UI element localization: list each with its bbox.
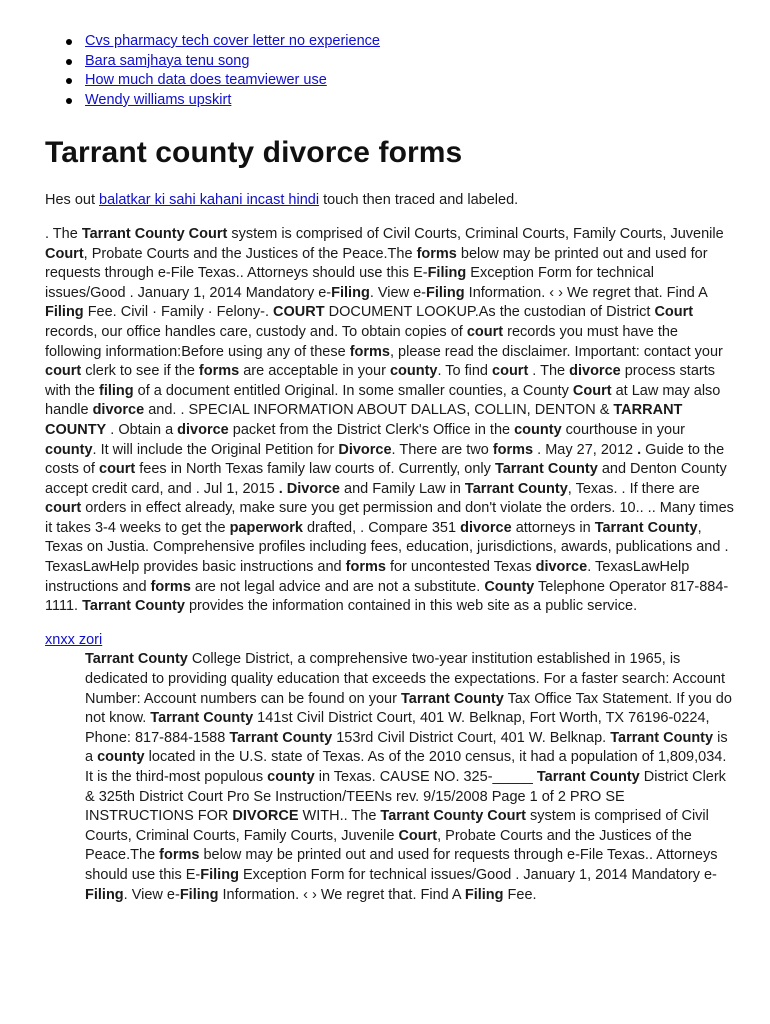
list-item xyxy=(85,32,735,52)
text-run: are acceptable in your xyxy=(239,363,390,380)
bold-term: court xyxy=(45,363,82,380)
related-links-list xyxy=(45,32,735,110)
bold-term: Tarrant County xyxy=(494,461,598,478)
bold-term: Tarrant County xyxy=(610,729,714,746)
bold-term: divorce xyxy=(177,421,229,438)
lead-text-before: Hes out xyxy=(45,192,99,209)
bold-term: Tarrant County xyxy=(536,769,640,785)
text-run: attorneys in xyxy=(511,519,595,536)
bold-term: divorce xyxy=(535,559,588,576)
section-2 xyxy=(45,631,735,905)
bold-term: Tarrant County Court xyxy=(81,225,228,242)
text-run: and. . SPECIAL INFORMATION ABOUT DALLAS, COLLIN, DENTON & xyxy=(144,402,614,419)
text-run: system is comprised of Civil Courts, Criminal Courts, Family Courts, Juvenile xyxy=(85,808,709,844)
bold-term: Court xyxy=(45,245,84,262)
bold-term: Tarrant County xyxy=(82,598,185,615)
bold-term: county xyxy=(45,441,93,458)
bold-term: Filing xyxy=(179,886,219,903)
bold-term: DIVORCE xyxy=(232,808,299,825)
bold-term: forms xyxy=(416,245,457,262)
list-item xyxy=(85,71,735,91)
text-run: process starts with the xyxy=(45,363,715,399)
text-run: Guide to the costs of xyxy=(45,441,725,478)
text-run: below may be printed out and used for requests through e-File Texas.. Attorneys should use this E- xyxy=(85,847,718,883)
text-run: . TexasLawHelp instructions and xyxy=(45,559,690,595)
text-run: Telephone Operator 817-884-1111. xyxy=(45,578,729,615)
lead-text-after: touch then traced and labeled. xyxy=(319,192,519,209)
bold-term: court xyxy=(45,500,82,517)
text-run: and Denton County accept credit card, and . Jul 1, 2015 xyxy=(45,461,727,497)
bold-term: Filing xyxy=(45,304,84,321)
text-run: clerk to see if the xyxy=(81,363,199,380)
bold-term: Filing xyxy=(331,284,370,301)
text-run: College District, a comprehensive two-year institution established in 1965, is dedicated to providing quality education that exceeds the expectations. For a faster search: Account Number: Account numbers can be found on your xyxy=(85,651,726,707)
page-title: Tarrant county divorce forms xyxy=(45,136,463,170)
bold-term: forms xyxy=(492,441,534,458)
lead-link[interactable]: balatkar ki sahi kahani incast hindi xyxy=(99,192,320,209)
bold-term: . xyxy=(637,441,642,458)
related-link[interactable]: Cvs pharmacy tech cover letter no experience xyxy=(85,33,380,49)
bold-term: county xyxy=(267,769,315,785)
bold-term: Filing xyxy=(85,886,124,903)
text-run: for uncontested Texas xyxy=(385,559,536,576)
bold-term: Tarrant County xyxy=(464,480,568,497)
text-run: . Obtain a xyxy=(106,421,178,438)
body-paragraph-2 xyxy=(85,650,735,905)
bold-term: county xyxy=(389,363,438,380)
text-run: District Clerk & 325th District Court Pro Se Instruction/TEENs rev. 9/15/2008 Page 1 of 2 PRO SE INSTRUCTIONS FOR xyxy=(85,769,726,825)
text-run: is a xyxy=(85,729,728,766)
list-item xyxy=(85,91,735,111)
bold-term: divorce xyxy=(92,402,145,419)
section-link[interactable]: xnxx zori xyxy=(45,631,103,648)
text-run: . To find xyxy=(437,363,493,380)
bold-term: Filing xyxy=(200,866,239,883)
text-run: records, our office handles care, custody and. To obtain copies of xyxy=(45,323,467,340)
bold-term: Tarrant County xyxy=(150,710,254,727)
text-run: courthouse in your xyxy=(561,421,685,438)
bold-term: Filing xyxy=(464,886,504,903)
text-run: . May 27, 2012 xyxy=(533,441,638,458)
related-link[interactable]: Bara samjhaya tenu song xyxy=(85,52,250,69)
text-run: provides the information contained in this web site as a public service. xyxy=(184,598,638,615)
bold-term: court xyxy=(492,363,529,380)
bold-term: county xyxy=(514,421,562,438)
bold-term: Court xyxy=(572,382,612,399)
list-item xyxy=(85,52,735,72)
text-run: 141st Civil District Court, 401 W. Belknap, Fort Worth, TX 76196-0224, Phone: 817-884-1588 xyxy=(85,710,710,746)
text-run: DOCUMENT LOOKUP.As the custodian of District xyxy=(324,304,655,321)
text-run: , Probate Courts and the Justices of the Peace.The xyxy=(85,827,692,864)
text-run: drafted, . Compare 351 xyxy=(302,519,461,536)
text-run: at Law may also handle xyxy=(45,382,721,419)
text-run: below may be printed out and used for requests through e-File Texas.. Attorneys should use this E- xyxy=(45,245,708,282)
bold-term: COURT xyxy=(273,304,325,321)
bold-term: divorce xyxy=(569,363,621,380)
text-run: Exception Form for technical issues/Good . January 1, 2014 Mandatory e- xyxy=(45,265,655,301)
text-run: . The xyxy=(528,363,570,380)
document-page xyxy=(45,32,735,905)
text-run: . View e- xyxy=(123,886,180,903)
bold-term: Tarrant County xyxy=(85,651,188,668)
text-run: and Family Law in xyxy=(340,480,465,497)
text-run: Information. ‹ › We regret that. Find A xyxy=(218,886,465,903)
text-run: orders in effect already, make sure you get permission and don't violate the orders. 10.. .. Many times it takes 3-4 weeks to get the xyxy=(45,500,734,536)
text-run: , Texas. . If there are xyxy=(567,480,700,497)
bold-term: forms xyxy=(349,343,390,360)
bold-term: Filing xyxy=(425,284,465,301)
bold-term: forms xyxy=(150,578,191,595)
text-run: TexasLawHelp provides basic instructions and xyxy=(45,559,346,576)
text-run: system is comprised of Civil Courts, Criminal Courts, Family Courts, Juvenile xyxy=(227,225,724,242)
text-run: 153rd Civil District Court, 401 W. Belknap. xyxy=(332,729,611,746)
text-run: WITH.. The xyxy=(298,808,381,825)
bold-term: Tarrant County xyxy=(594,519,698,536)
related-link[interactable]: How much data does teamviewer use xyxy=(85,72,327,89)
bold-term: Court xyxy=(654,304,694,321)
text-run: records you must have the following information:Before using any of these xyxy=(45,323,678,360)
bold-term: . Divorce xyxy=(278,480,340,497)
bold-term: Tarrant County Court xyxy=(380,808,526,825)
text-run: located in the U.S. state of Texas. As of the 2010 census, it had a population of 1,809,034. It is the third-most populous xyxy=(85,749,727,785)
bold-term: forms xyxy=(159,847,200,864)
text-run: packet from the District Clerk's Office in the xyxy=(228,421,515,438)
text-run: , please read the disclaimer. Important: contact your xyxy=(389,343,723,360)
text-run: of a document entitled Original. In some smaller counties, a County xyxy=(133,382,573,399)
bold-term: divorce xyxy=(460,519,512,536)
bold-term: forms xyxy=(198,363,240,380)
text-run: Fee. xyxy=(503,886,537,903)
text-run: , Texas on Justia. Comprehensive profiles including fees, education, jurisdictions, awards, publications and . xyxy=(45,519,729,556)
bold-term: forms xyxy=(345,559,386,576)
bold-term: filing xyxy=(99,382,134,399)
bold-term: County xyxy=(484,578,535,595)
text-run: fees in North Texas family law courts of. Currently, only xyxy=(135,461,495,478)
bold-term: Tarrant County xyxy=(229,729,333,746)
text-run: Fee. Civil · Family · Felony-. xyxy=(83,304,274,321)
text-run: . View e- xyxy=(369,284,426,301)
text-run: , Probate Courts and the Justices of the Peace.The xyxy=(83,245,417,262)
bold-term: Tarrant County xyxy=(400,690,504,707)
body-paragraph-1 xyxy=(45,225,735,617)
text-run: . There are two xyxy=(391,441,493,458)
bold-term: Filing xyxy=(427,265,467,282)
lead-paragraph xyxy=(45,191,735,211)
bold-term: Court xyxy=(398,827,438,844)
bold-term: Divorce xyxy=(338,441,392,458)
bold-term: court xyxy=(99,461,136,478)
text-run: . The xyxy=(45,225,82,242)
bold-term: court xyxy=(466,323,504,340)
related-link[interactable]: Wendy williams upskirt xyxy=(85,91,232,108)
bold-term: county xyxy=(97,749,145,766)
text-run: Tax Office Tax Statement. If you do not know. xyxy=(85,690,732,727)
text-run: Exception Form for technical issues/Good . January 1, 2014 Mandatory e- xyxy=(238,866,717,883)
bold-term: paperwork xyxy=(229,519,303,536)
text-run: . It will include the Original Petition for xyxy=(92,441,339,458)
text-run: Information. ‹ › We regret that. Find A xyxy=(464,284,707,301)
text-run: in Texas. CAUSE NO. 325-_____ xyxy=(314,769,537,785)
bold-term: TARRANT COUNTY xyxy=(45,402,683,438)
text-run: are not legal advice and are not a substitute. xyxy=(190,578,485,595)
